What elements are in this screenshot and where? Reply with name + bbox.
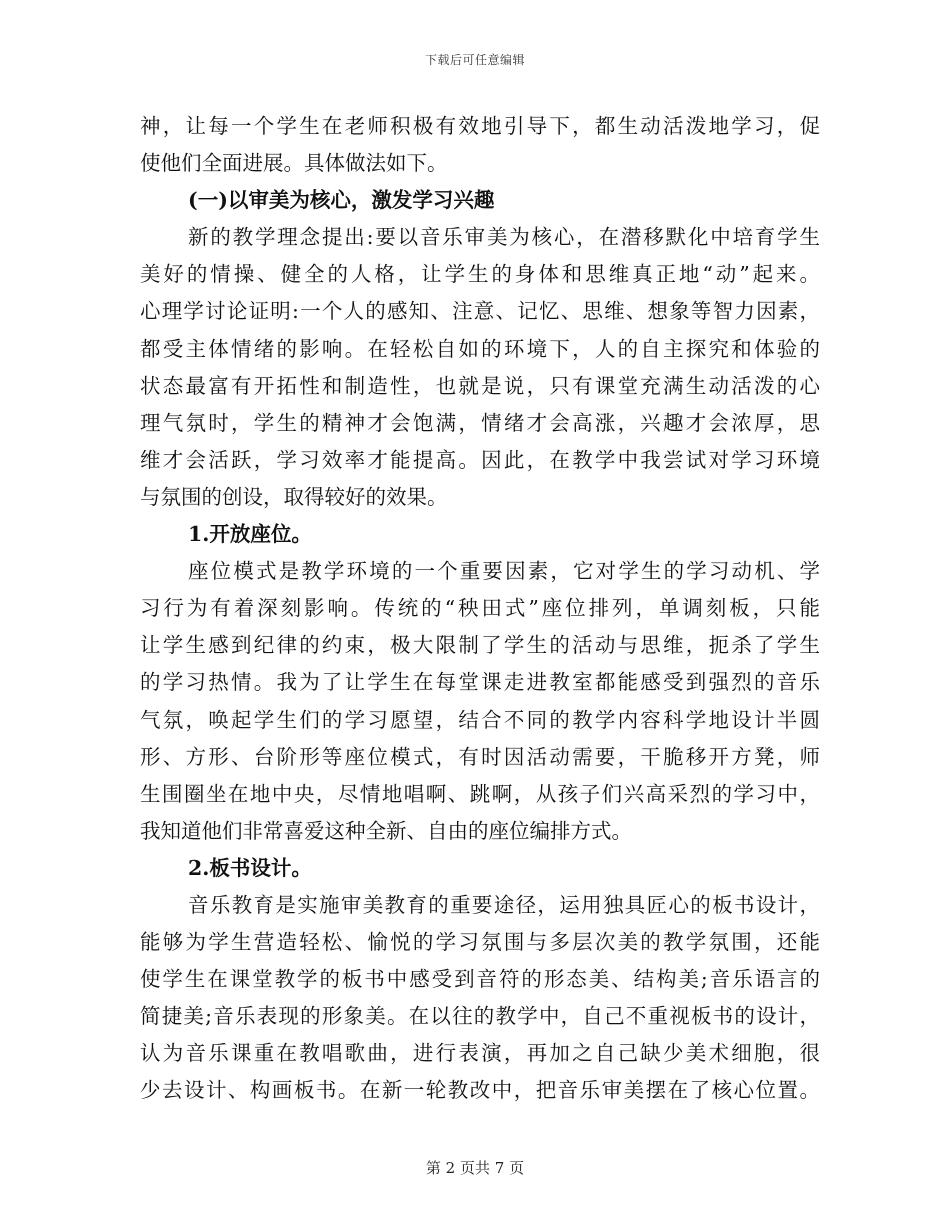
paragraph-line: 气氛，唤起学生们的学习愿望，结合不同的教学内容科学地设计半圆 [140,707,820,732]
paragraph-line: 音乐教育是实施审美教育的重要途径，运用独具匠心的板书设计， [188,892,820,917]
paragraph-line: 维才会活跃，学习效率才能提高。因此，在教学中我尝试对学习环境 [140,447,820,472]
paragraph-line: 简捷美;音乐表现的形象美。在以往的教学中，自己不重视板书的设计， [140,1004,820,1029]
paragraph-line: 心理学讨论证明:一个人的感知、注意、记忆、思维、想象等智力因素， [140,299,820,324]
paragraph-line: 使学生在课堂教学的板书中感受到音符的形态美、结构美;音乐语言的 [140,967,820,992]
paragraph-line: 使他们全面进展。具体做法如下。 [140,151,448,176]
paragraph-line: 神，让每一个学生在老师积极有效地引导下，都生动活泼地学习，促 [140,114,820,138]
paragraph-line: 状态最富有开拓性和制造性，也就是说，只有课堂充满生动活泼的心 [140,373,820,398]
body-text [140,108,820,1110]
subsection-heading: 1.开放座位。 [188,522,312,547]
paragraph-line: 我知道他们非常喜爱这种全新、自由的座位编排方式。 [140,818,632,843]
subsection-heading: 2.板书设计。 [188,855,312,880]
paragraph-line: 认为音乐课重在教唱歌曲，进行表演，再加之自己缺少美术细胞，很 [140,1041,820,1066]
paragraph-line: 少去设计、构画板书。在新一轮教改中，把音乐审美摆在了核心位置。 [140,1078,820,1103]
paragraph-line: 座位模式是教学环境的一个重要因素，它对学生的学习动机、学 [188,559,820,584]
paragraph-line: 能够为学生营造轻松、愉悦的学习氛围与多层次美的教学氛围，还能 [140,930,820,955]
page-header: 下载后可任意编辑 [424,53,525,67]
section-heading: (一)以审美为核心，激发学习兴趣 [188,188,495,213]
paragraph-line: 都受主体情绪的影响。在轻松自如的环境下，人的自主探究和体验的 [140,336,820,361]
paragraph-line: 习行为有着深刻影响。传统的“秧田式”座位排列，单调刻板，只能 [140,596,820,621]
paragraph-line: 与氛围的创设，取得较好的效果。 [140,484,448,509]
paragraph-line: 让学生感到纪律的约束，极大限制了学生的活动与思维，扼杀了学生 [140,633,820,658]
paragraph-line: 生围圈坐在地中央，尽情地唱啊、跳啊，从孩子们兴高采烈的学习中， [140,781,820,806]
paragraph-line: 新的教学理念提出:要以音乐审美为核心，在潜移默化中培育学生 [188,225,820,250]
page-number-footer: 第 2 页共 7 页 [425,1159,525,1177]
paragraph-line: 形、方形、台阶形等座位模式，有时因活动需要，干脆移开方凳，师 [140,744,820,769]
paragraph-line: 理气氛时，学生的精神才会饱满，情绪才会高涨，兴趣才会浓厚，思 [140,410,820,435]
paragraph-line: 美好的情操、健全的人格，让学生的身体和思维真正地“动”起来。 [140,262,820,287]
paragraph-line: 的学习热情。我为了让学生在每堂课走进教室都能感受到强烈的音乐 [140,670,820,695]
